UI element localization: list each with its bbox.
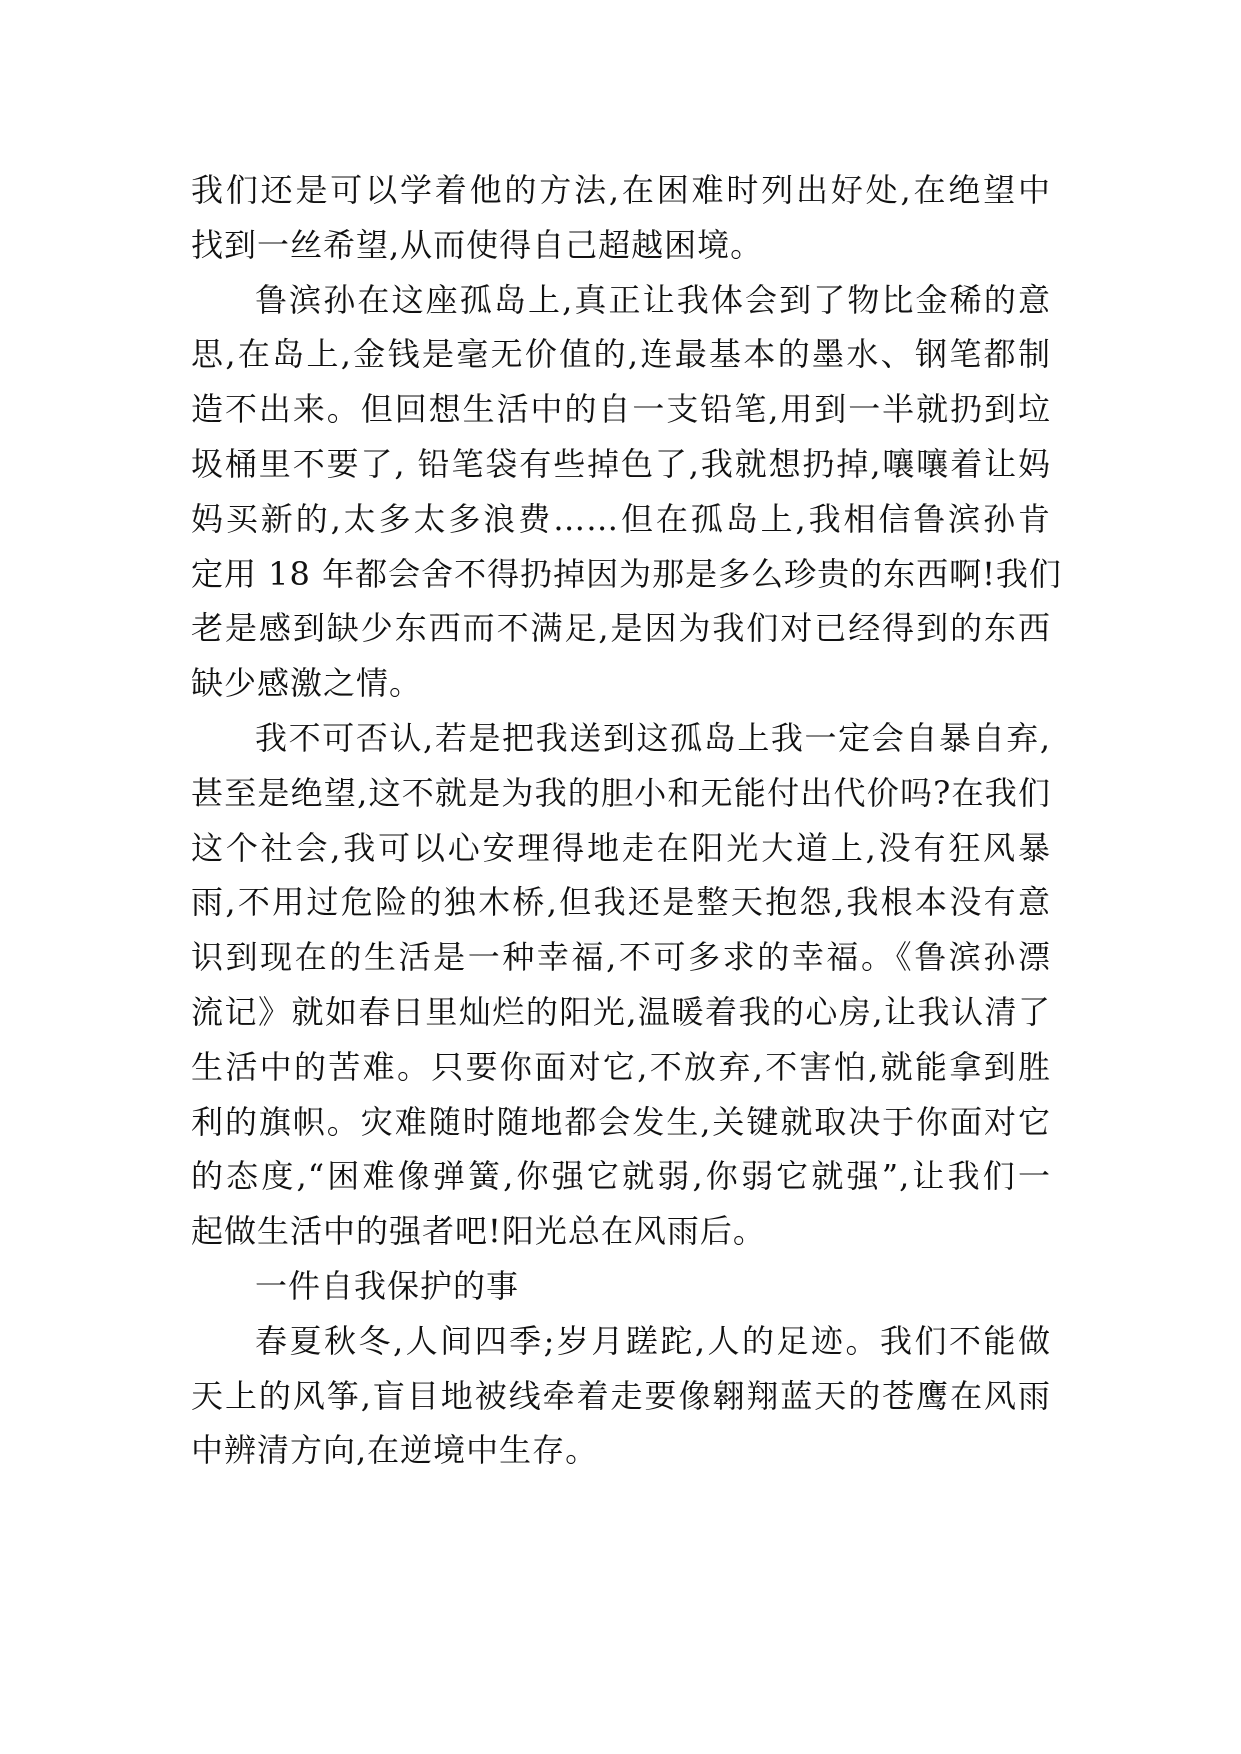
text-line: 的态度,“困难像弹簧,你强它就弱,你弱它就强”,让我们一 (191, 1157, 1051, 1196)
text-line: 找到一丝希望,从而使得自己超越困境。 (191, 225, 764, 264)
body-text (191, 163, 1062, 1478)
paragraph-start-line: 我不可否认,若是把我送到这孤岛上我一定会自暴自弃, (255, 718, 1051, 757)
text-line: 利的旗帜。灾难随时随地都会发生,关键就取决于你面对它 (191, 1102, 1051, 1141)
text-line: 老是感到缺少东西而不满足,是因为我们对已经得到的东西 (191, 609, 1051, 648)
text-line: 妈买新的,太多太多浪费……但在孤岛上,我相信鲁滨孙肯 (191, 499, 1051, 538)
text-line: 我们还是可以学着他的方法,在困难时列出好处,在绝望中 (191, 171, 1051, 209)
text-line: 中辨清方向,在逆境中生存。 (191, 1431, 599, 1470)
text-line: 起做生活中的强者吧!阳光总在风雨后。 (191, 1212, 766, 1251)
text-line: 思,在岛上,金钱是毫无价值的,连最基本的墨水、钢笔都制 (191, 335, 1051, 374)
text-line: 流记》就如春日里灿烂的阳光,温暖着我的心房,让我认清了 (191, 992, 1051, 1031)
paragraph-start-line: 春夏秋冬,人间四季;岁月蹉跎,人的足迹。我们不能做 (255, 1321, 1051, 1360)
text-line: 识到现在的生活是一种幸福,不可多求的幸福。《鲁滨孙漂 (191, 938, 1051, 977)
text-line: 雨,不用过危险的独木桥,但我还是整天抱怨,我根本没有意 (191, 883, 1051, 922)
text-line: 圾桶里不要了, 铅笔袋有些掉色了,我就想扔掉,嚷嚷着让妈 (191, 444, 1051, 483)
paragraph-start-line: 鲁滨孙在这座孤岛上,真正让我体会到了物比金稀的意 (255, 280, 1051, 319)
text-line: 生活中的苦难。只要你面对它,不放弃,不害怕,就能拿到胜 (191, 1047, 1051, 1086)
section-heading: 一件自我保护的事 (255, 1266, 520, 1305)
text-line: 这个社会,我可以心安理得地走在阳光大道上,没有狂风暴 (191, 828, 1051, 867)
text-line: 定用 18 年都会舍不得扔掉因为那是多么珍贵的东西啊!我们 (191, 554, 1062, 593)
text-line: 缺少感激之情。 (191, 664, 423, 703)
text-line: 天上的风筝,盲目地被线牵着走要像翱翔蓝天的苍鹰在风雨 (191, 1376, 1051, 1415)
text-line: 造不出来。但回想生活中的自一支铅笔,用到一半就扔到垃 (191, 390, 1051, 429)
text-line: 甚至是绝望,这不就是为我的胆小和无能付出代价吗?在我们 (191, 773, 1051, 812)
